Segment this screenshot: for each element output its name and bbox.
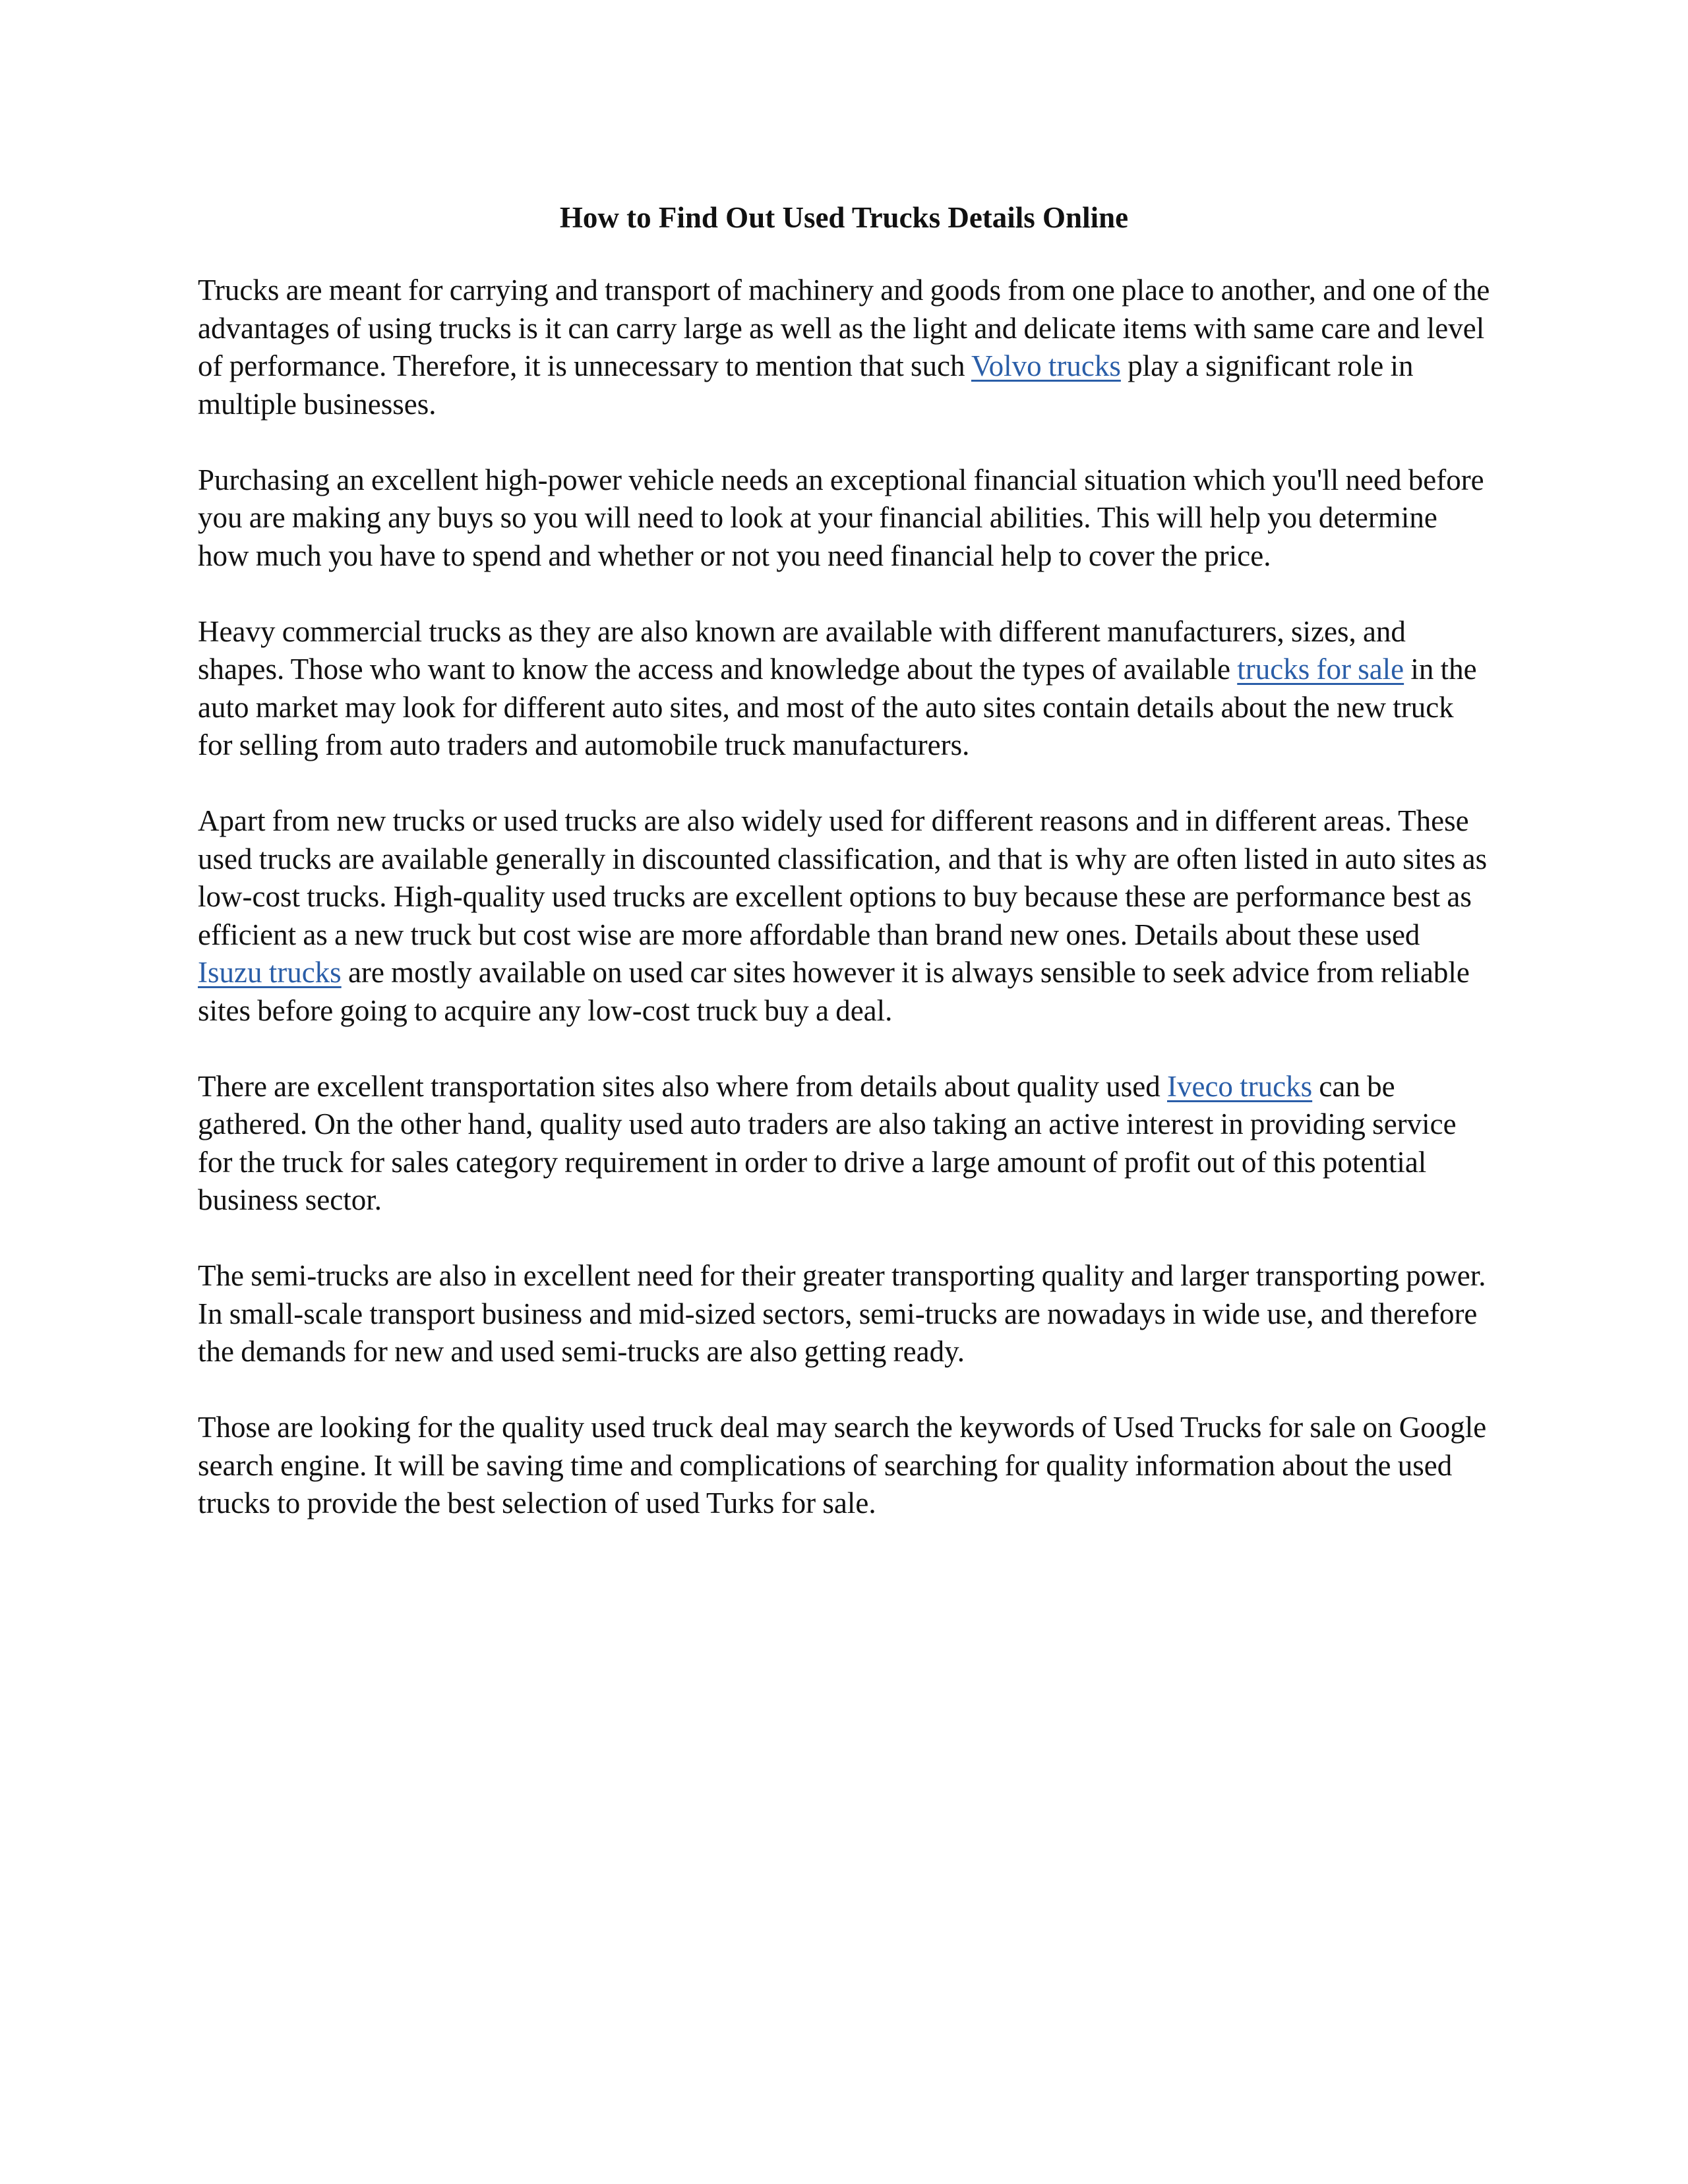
paragraph-text: Purchasing an excellent high-power vehicle needs an exceptional financial situation which you'll need before you are making any buys so you will need to look at your financial abilities. This will help you determine how much you have to spend and whether or not you need financial help to cover the price. <box>198 463 1484 572</box>
paragraph-6 <box>198 1257 1490 1371</box>
paragraph-text: Trucks are meant for carrying and transport of machinery and goods from one place to another, and one of the advantages of using trucks is it can carry large as well as the light and delicate items with same care and level of performance. Therefore, it is unnecessary to mention that such <box>198 274 1490 382</box>
paragraph-text: are mostly available on used car sites however it is always sensible to seek advice from reliable sites before going to acquire any low-cost truck buy a deal. <box>198 956 1470 1027</box>
paragraph-7 <box>198 1409 1490 1523</box>
paragraph-3 <box>198 613 1490 765</box>
link-trucks-for-sale[interactable]: trucks for sale <box>1237 653 1404 686</box>
paragraph-4 <box>198 802 1490 1030</box>
link-isuzu-trucks[interactable]: Isuzu trucks <box>198 956 342 989</box>
paragraph-text: There are excellent transportation sites also where from details about quality used <box>198 1069 1167 1103</box>
paragraph-text: play a significant role in multiple businesses. <box>198 349 1414 421</box>
link-volvo-trucks[interactable]: Volvo trucks <box>971 349 1121 382</box>
document-title: How to Find Out Used Trucks Details Online <box>559 201 1129 234</box>
paragraph-1 <box>198 272 1490 423</box>
paragraph-text: Apart from new trucks or used trucks are also widely used for different reasons and in different areas. These used trucks are available generally in discounted classification, and that is why are often listed in auto sites as low-cost trucks. High-quality used trucks are excellent options to buy because these are performance best as efficient as a new truck but cost wise are more affordable than brand new ones. Details about these used <box>198 804 1488 951</box>
link-iveco-trucks[interactable]: Iveco trucks <box>1167 1069 1313 1103</box>
paragraph-2 <box>198 461 1490 576</box>
paragraph-text: Heavy commercial trucks as they are also known are available with different manufacturers, sizes, and shapes. Those who want to know the access and knowledge about the types of available <box>198 614 1406 686</box>
document-page <box>198 198 1490 1560</box>
paragraph-text: Those are looking for the quality used truck deal may search the keywords of Used Trucks for sale on Google search engine. It will be saving time and complications of searching for quality information about the used trucks to provide the best selection of used Turks for sale. <box>198 1411 1487 1520</box>
paragraph-5 <box>198 1068 1490 1220</box>
paragraph-text: can be gathered. On the other hand, quality used auto traders are also taking an active interest in providing service for the truck for sales category requirement in order to drive a large amount of profit out of this potential business sector. <box>198 1069 1457 1216</box>
paragraph-text: The semi-trucks are also in excellent need for their greater transporting quality and larger transporting power. In small-scale transport business and mid-sized sectors, semi-trucks are nowadays in wide use, and therefore the demands for new and used semi-trucks are also getting ready. <box>198 1259 1486 1368</box>
paragraph-text: in the auto market may look for different auto sites, and most of the auto sites contain details about the new truck for selling from auto traders and automobile truck manufacturers. <box>198 653 1477 761</box>
